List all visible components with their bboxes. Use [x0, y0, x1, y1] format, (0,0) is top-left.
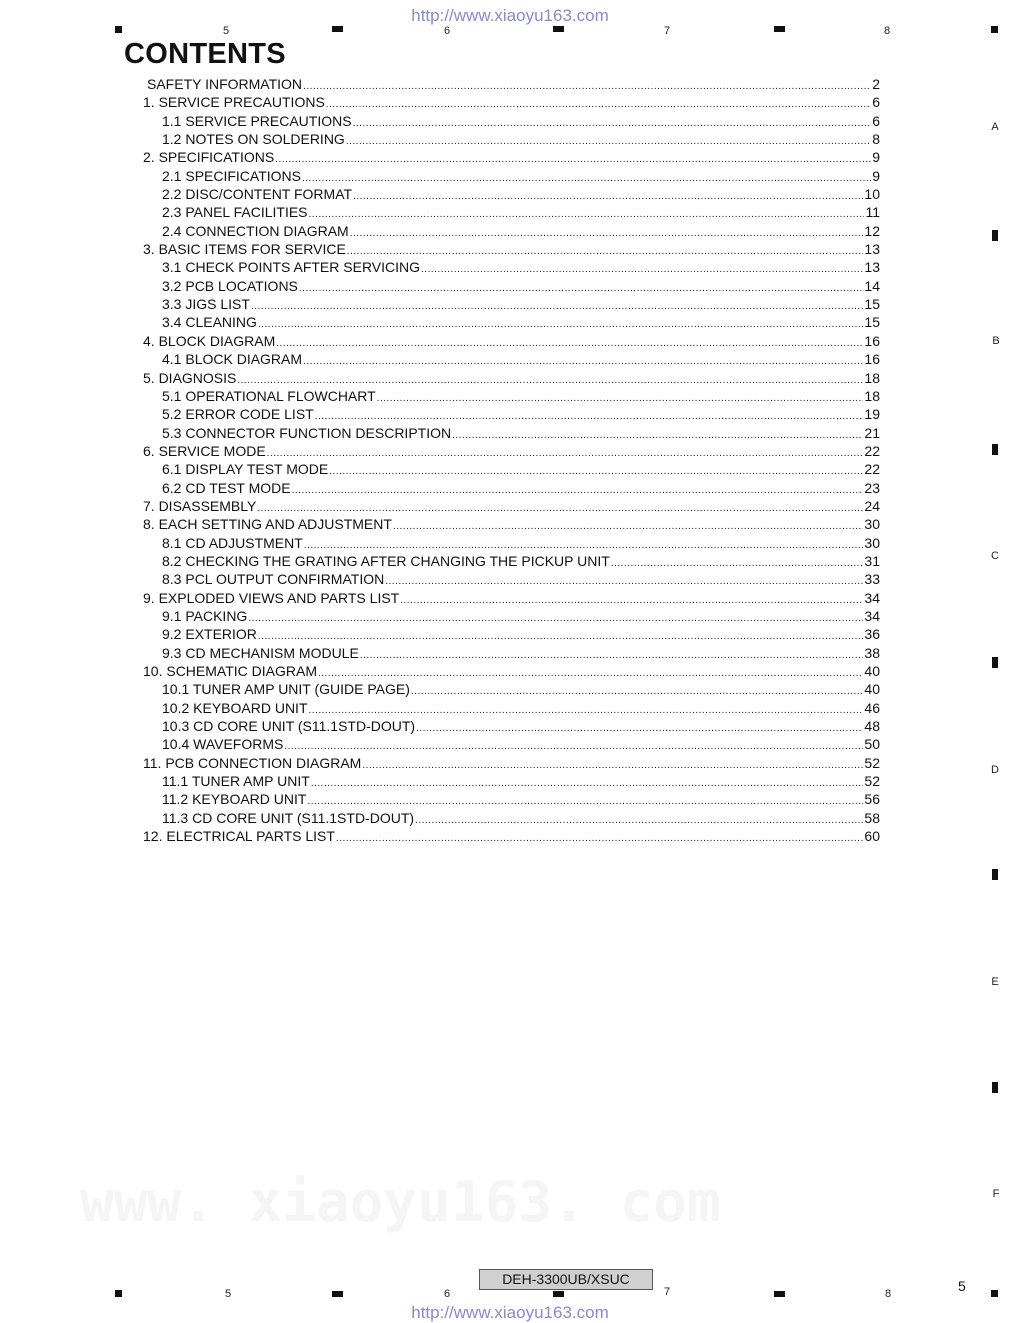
toc-entry[interactable] — [143, 497, 880, 515]
toc-dot-leader — [452, 427, 863, 445]
column-tick — [553, 26, 564, 32]
toc-dot-leader — [416, 720, 863, 738]
toc-entry[interactable] — [143, 534, 880, 552]
toc-entry-page: 13 — [864, 241, 880, 258]
toc-entry-page: 18 — [864, 387, 880, 404]
toc-entry-page: 12 — [864, 222, 880, 239]
toc-entry-label: 3.4 CLEANING — [162, 314, 257, 331]
column-tick — [332, 26, 343, 32]
toc-entry[interactable] — [143, 552, 880, 570]
toc-entry[interactable] — [143, 258, 880, 276]
column-tick — [774, 1291, 785, 1297]
row-tick — [992, 657, 998, 668]
toc-entry-label: 4.1 BLOCK DIAGRAM — [162, 351, 303, 368]
toc-entry-label: 4. BLOCK DIAGRAM — [143, 332, 276, 349]
toc-entry[interactable] — [143, 809, 880, 827]
toc-entry-page: 46 — [864, 699, 880, 716]
column-tick — [774, 26, 785, 32]
toc-entry[interactable] — [143, 772, 880, 790]
toc-entry-page: 15 — [864, 296, 880, 313]
page-number: 5 — [958, 1278, 966, 1294]
row-letter: F — [992, 1188, 1000, 1200]
toc-entry-label: 1. SERVICE PRECAUTIONS — [143, 94, 325, 111]
toc-entry-page: 22 — [864, 442, 880, 459]
toc-entry[interactable] — [143, 405, 880, 423]
toc-entry[interactable] — [143, 570, 880, 588]
toc-dot-leader — [275, 151, 871, 169]
toc-entry-label: 3.1 CHECK POINTS AFTER SERVICING — [162, 259, 421, 276]
toc-entry-page: 52 — [864, 754, 880, 771]
toc-dot-leader — [302, 170, 871, 188]
toc-dot-leader — [326, 96, 871, 114]
row-letter: E — [991, 976, 999, 988]
toc-entry[interactable] — [143, 75, 880, 93]
toc-dot-leader — [346, 133, 871, 151]
toc-entry[interactable] — [143, 699, 880, 717]
header-url: http://www.xiaoyu163.com — [411, 6, 609, 25]
toc-entry-label: 9.1 PACKING — [162, 607, 248, 624]
corner-mark — [115, 1290, 122, 1297]
toc-entry-page: 6 — [872, 94, 880, 111]
toc-entry-page: 16 — [864, 332, 880, 349]
toc-entry-label: 8.2 CHECKING THE GRATING AFTER CHANGING THE PICKUP UNIT — [162, 552, 610, 569]
toc-dot-leader — [248, 610, 863, 628]
toc-entry-page: 2 — [872, 76, 880, 92]
toc-entry-page: 19 — [864, 406, 880, 423]
toc-entry[interactable] — [143, 827, 880, 845]
toc-entry-page: 18 — [864, 369, 880, 386]
toc-entry-page: 40 — [864, 681, 880, 698]
toc-dot-leader — [303, 78, 871, 96]
column-number: 6 — [443, 25, 451, 37]
toc-entry[interactable] — [143, 717, 880, 735]
toc-entry-label: 2.4 CONNECTION DIAGRAM — [162, 222, 349, 239]
toc-entry[interactable] — [143, 369, 880, 387]
row-letter: B — [992, 335, 1000, 347]
toc-entry-page: 16 — [864, 351, 880, 368]
toc-entry-page: 30 — [864, 516, 880, 533]
toc-entry-page: 21 — [864, 424, 880, 441]
toc-dot-leader — [267, 445, 864, 463]
toc-entry[interactable] — [143, 424, 880, 442]
footer-url: http://www.xiaoyu163.com — [411, 1303, 609, 1322]
row-tick — [992, 1082, 998, 1093]
toc-dot-leader — [385, 573, 863, 591]
toc-entry-page: 10 — [864, 186, 880, 203]
toc-entry[interactable] — [143, 295, 880, 313]
toc-entry-label: SAFETY INFORMATION — [147, 76, 303, 92]
toc-entry[interactable] — [143, 625, 880, 643]
toc-entry[interactable] — [143, 222, 880, 240]
column-tick — [553, 1291, 564, 1297]
toc-dot-leader — [353, 115, 872, 133]
toc-entry-label: 9.3 CD MECHANISM MODULE — [162, 644, 359, 661]
toc-dot-leader — [258, 316, 863, 334]
toc-dot-leader — [311, 775, 864, 793]
toc-entry[interactable] — [143, 313, 880, 331]
toc-entry-label: 9. EXPLODED VIEWS AND PARTS LIST — [143, 589, 400, 606]
toc-entry-label: 3.3 JIGS LIST — [162, 296, 250, 313]
toc-entry-label: 10.3 CD CORE UNIT (S11.1STD-DOUT) — [162, 718, 416, 735]
toc-dot-leader — [251, 298, 863, 316]
toc-entry-label: 1.2 NOTES ON SOLDERING — [162, 131, 345, 148]
toc-entry[interactable] — [143, 460, 880, 478]
toc-entry-label: 5. DIAGNOSIS — [143, 369, 237, 386]
toc-dot-leader — [415, 812, 863, 830]
toc-entry[interactable] — [143, 662, 880, 680]
toc-dot-leader — [299, 280, 864, 298]
column-number: 8 — [884, 1288, 892, 1300]
toc-entry[interactable] — [143, 735, 880, 753]
toc-entry[interactable] — [143, 93, 880, 111]
toc-entry-page: 24 — [864, 497, 880, 514]
toc-entry-page: 34 — [864, 589, 880, 606]
column-number: 8 — [883, 25, 891, 37]
toc-entry-label: 11.1 TUNER AMP UNIT — [162, 773, 310, 790]
toc-entry[interactable] — [143, 754, 880, 772]
toc-entry-page: 9 — [872, 167, 880, 184]
table-of-contents — [143, 75, 880, 845]
row-letter: C — [991, 550, 999, 562]
toc-entry-label: 6.2 CD TEST MODE — [162, 479, 291, 496]
toc-entry-label: 12. ELECTRICAL PARTS LIST — [143, 828, 335, 845]
toc-entry[interactable] — [143, 130, 880, 148]
toc-entry[interactable] — [143, 203, 880, 221]
toc-entry-label: 10. SCHEMATIC DIAGRAM — [143, 663, 317, 679]
toc-entry-page: 52 — [864, 773, 880, 790]
toc-entry-page: 48 — [864, 718, 880, 735]
toc-dot-leader — [336, 830, 864, 848]
toc-dot-leader — [393, 518, 863, 536]
toc-entry-label: 8. EACH SETTING AND ADJUSTMENT — [143, 516, 392, 533]
toc-entry[interactable] — [143, 387, 880, 405]
toc-entry-label: 5.1 OPERATIONAL FLOWCHART — [162, 387, 376, 404]
toc-entry-page: 8 — [872, 131, 880, 148]
toc-entry-label: 10.1 TUNER AMP UNIT (GUIDE PAGE) — [162, 681, 410, 698]
corner-mark — [991, 26, 998, 33]
toc-entry-page: 6 — [872, 112, 880, 129]
watermark-big-text: www. xiaoyu163. com — [80, 1170, 721, 1235]
toc-entry-page: 40 — [864, 663, 880, 679]
column-tick — [332, 1291, 343, 1297]
toc-entry[interactable] — [143, 479, 880, 497]
toc-dot-leader — [284, 738, 863, 756]
toc-dot-leader — [292, 482, 864, 500]
toc-entry[interactable] — [143, 240, 880, 258]
toc-entry-label: 10.4 WAVEFORMS — [162, 736, 284, 753]
toc-dot-leader — [353, 188, 863, 206]
toc-entry-label: 6. SERVICE MODE — [143, 442, 266, 459]
toc-dot-leader — [360, 647, 864, 665]
toc-entry[interactable] — [143, 515, 880, 533]
row-tick — [992, 869, 998, 880]
toc-entry[interactable] — [143, 112, 880, 130]
toc-entry-label: 9.2 EXTERIOR — [162, 626, 257, 643]
row-letter: D — [991, 764, 999, 776]
toc-entry-page: 13 — [864, 259, 880, 276]
toc-entry-label: 11.2 KEYBOARD UNIT — [162, 791, 307, 808]
toc-dot-leader — [309, 206, 865, 224]
toc-entry-page: 56 — [864, 791, 880, 808]
toc-entry-label: 11.3 CD CORE UNIT (S11.1STD-DOUT) — [162, 809, 415, 826]
toc-entry[interactable] — [143, 277, 880, 295]
toc-entry-page: 31 — [864, 552, 880, 569]
toc-entry-page: 34 — [864, 607, 880, 624]
toc-entry-page: 33 — [864, 571, 880, 588]
toc-entry[interactable] — [143, 148, 880, 166]
toc-entry-page: 30 — [864, 534, 880, 551]
toc-entry-label: 5.2 ERROR CODE LIST — [162, 406, 314, 423]
toc-dot-leader — [350, 225, 864, 243]
toc-entry-page: 23 — [864, 479, 880, 496]
toc-entry-label: 11. PCB CONNECTION DIAGRAM — [143, 754, 362, 771]
toc-entry-page: 11 — [865, 204, 880, 221]
toc-entry-label: 8.1 CD ADJUSTMENT — [162, 534, 303, 551]
toc-dot-leader — [611, 555, 864, 573]
toc-entry-label: 3. BASIC ITEMS FOR SERVICE — [143, 241, 346, 258]
toc-dot-leader — [329, 463, 863, 481]
row-tick — [992, 230, 998, 241]
toc-entry[interactable] — [143, 644, 880, 662]
corner-mark — [115, 26, 122, 33]
column-number: 7 — [663, 25, 671, 37]
toc-entry-label: 5.3 CONNECTOR FUNCTION DESCRIPTION — [162, 424, 452, 441]
toc-entry[interactable] — [143, 350, 880, 368]
toc-dot-leader — [400, 592, 863, 610]
toc-entry-label: 6.1 DISPLAY TEST MODE — [162, 461, 329, 478]
toc-entry-label: 2.2 DISC/CONTENT FORMAT — [162, 186, 353, 203]
toc-dot-leader — [347, 243, 864, 261]
row-tick — [992, 444, 998, 455]
toc-entry[interactable] — [143, 332, 880, 350]
column-number: 7 — [663, 1286, 671, 1298]
toc-entry[interactable] — [143, 607, 880, 625]
column-number: 5 — [224, 1288, 232, 1300]
toc-entry-label: 2.1 SPECIFICATIONS — [162, 167, 301, 184]
toc-entry-page: 9 — [872, 149, 880, 166]
row-letter: A — [991, 121, 999, 133]
toc-entry-page: 60 — [864, 828, 880, 845]
toc-entry[interactable] — [143, 589, 880, 607]
toc-entry[interactable] — [143, 680, 880, 698]
toc-dot-leader — [276, 335, 863, 353]
toc-entry[interactable] — [143, 790, 880, 808]
toc-dot-leader — [377, 390, 864, 408]
corner-mark — [991, 1290, 998, 1297]
toc-entry-page: 22 — [864, 461, 880, 478]
toc-entry-label: 2. SPECIFICATIONS — [143, 149, 275, 166]
toc-dot-leader — [303, 353, 863, 371]
toc-entry-page: 15 — [864, 314, 880, 331]
toc-entry-label: 3.2 PCB LOCATIONS — [162, 277, 298, 294]
toc-entry-label: 10.2 KEYBOARD UNIT — [162, 699, 308, 716]
column-number: 6 — [443, 1288, 451, 1300]
toc-dot-leader — [421, 261, 863, 279]
model-label: DEH-3300UB/XSUC — [479, 1269, 653, 1290]
toc-entry-page: 50 — [864, 736, 880, 753]
toc-entry[interactable] — [143, 442, 880, 460]
toc-entry-page: 14 — [864, 277, 880, 294]
column-number: 5 — [222, 25, 230, 37]
toc-dot-leader — [362, 757, 863, 775]
toc-entry-page: 58 — [864, 809, 880, 826]
toc-entry-page: 38 — [864, 644, 880, 661]
toc-entry-label: 2.3 PANEL FACILITIES — [162, 204, 308, 221]
toc-entry-page: 36 — [864, 626, 880, 643]
toc-dot-leader — [411, 683, 864, 701]
page-title: CONTENTS — [124, 38, 286, 70]
toc-entry-label: 1.1 SERVICE PRECAUTIONS — [162, 112, 352, 129]
toc-entry[interactable] — [143, 167, 880, 185]
toc-entry[interactable] — [143, 185, 880, 203]
toc-entry-label: 7. DISASSEMBLY — [143, 497, 257, 514]
toc-entry-label: 8.3 PCL OUTPUT CONFIRMATION — [162, 571, 385, 588]
